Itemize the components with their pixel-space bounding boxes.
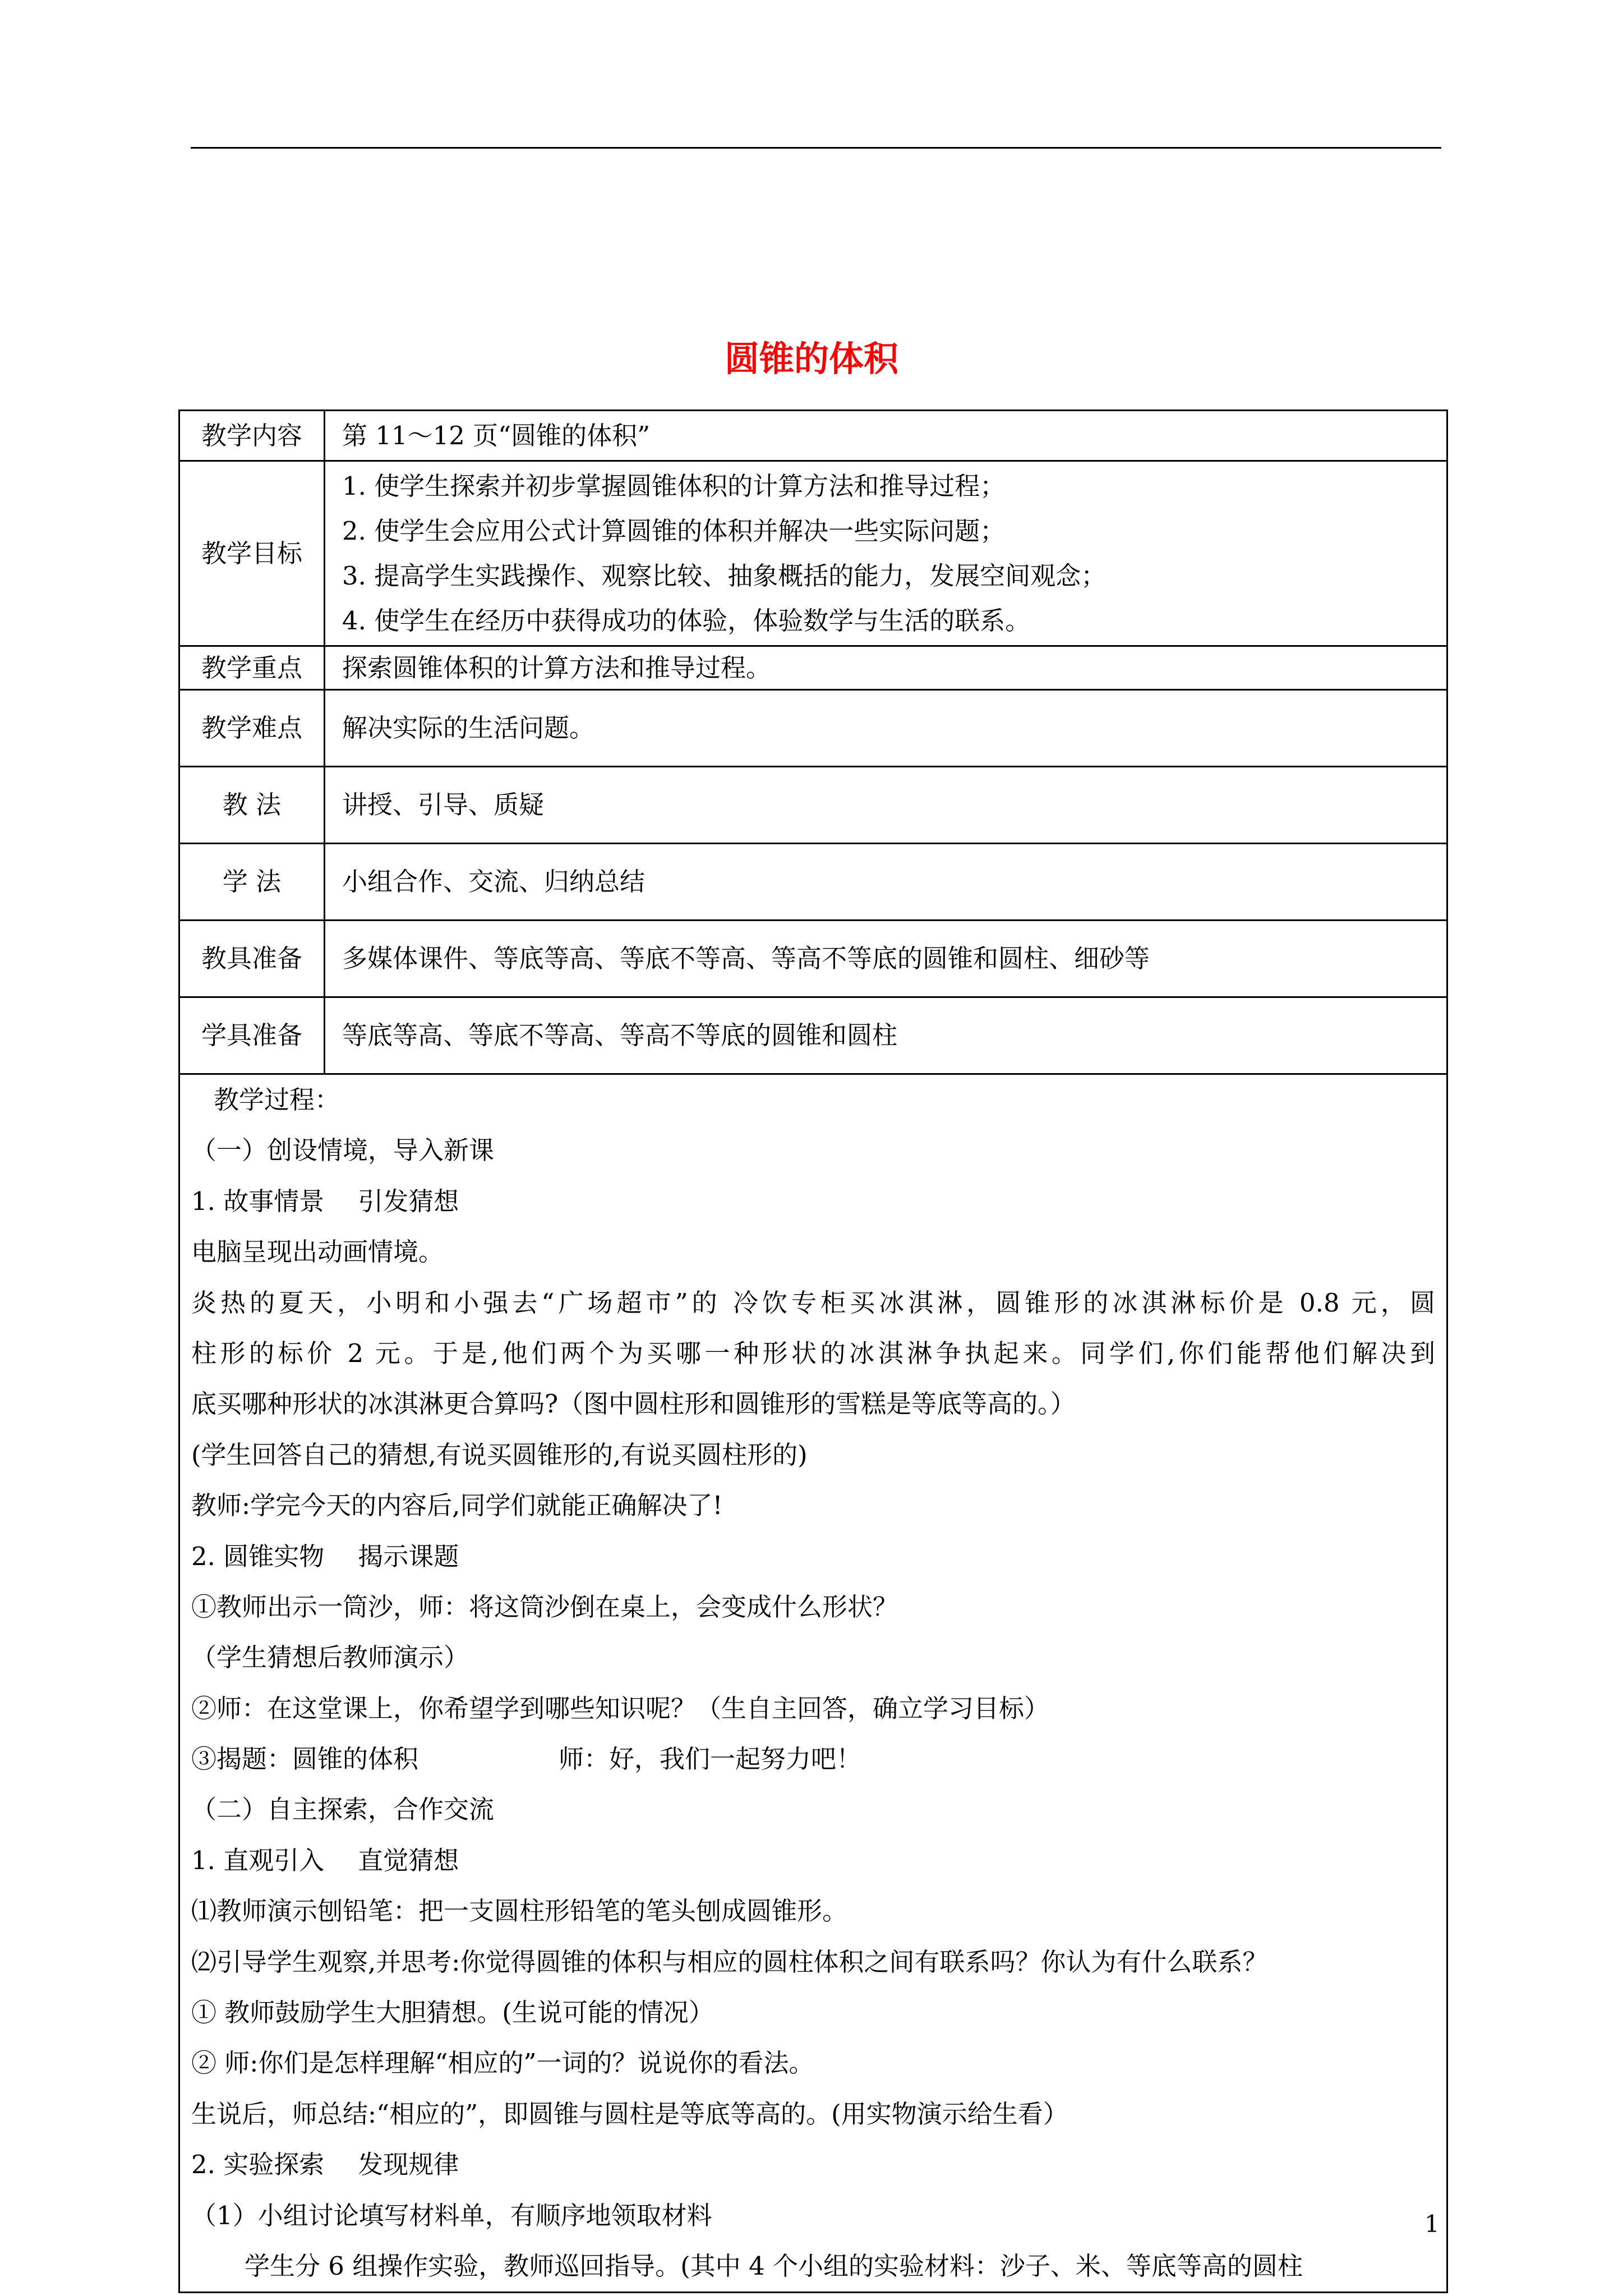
value-goals bbox=[325, 461, 1447, 646]
step-heading bbox=[191, 1835, 1435, 1886]
label-key: 教学重点 bbox=[179, 646, 325, 690]
step-subtitle: 发现规律 bbox=[358, 2150, 459, 2180]
row-process bbox=[179, 1074, 1447, 2293]
row-key bbox=[179, 646, 1447, 690]
reveal-topic: ③揭题：圆锥的体积 bbox=[191, 1744, 419, 1774]
value-key: 探索圆锥体积的计算方法和推导过程。 bbox=[325, 646, 1447, 690]
teaching-process bbox=[179, 1074, 1447, 2293]
header-rule bbox=[191, 147, 1441, 149]
value-study: 小组合作、交流、归纳总结 bbox=[325, 844, 1447, 921]
goal-item: 2. 使学生会应用公式计算圆锥的体积并解决一些实际问题； bbox=[342, 516, 1006, 546]
step-subtitle: 引发猜想 bbox=[358, 1186, 459, 1216]
row-teacher-tools bbox=[179, 921, 1447, 997]
paragraph: ② 师:你们是怎样理解“相应的”一词的？说说你的看法。 bbox=[191, 2048, 814, 2078]
paragraph: ②师：在这堂课上，你希望学到哪些知识呢？（生自主回答，确立学习目标） bbox=[191, 1693, 1050, 1723]
row-student-tools bbox=[179, 997, 1447, 1074]
page-title: 圆锥的体积 bbox=[724, 338, 898, 379]
goal-item: 4. 使学生在经历中获得成功的体验，体验数学与生活的联系。 bbox=[342, 605, 1031, 636]
paragraph: 生说后，师总结:“相应的”，即圆锥与圆柱是等底等高的。(用实物演示给生看） bbox=[191, 2099, 1068, 2129]
step-number-title: 1. 故事情景 bbox=[191, 1186, 325, 1216]
paragraph: ⑴教师演示刨铅笔：把一支圆柱形铅笔的笔头刨成圆锥形。 bbox=[191, 1896, 848, 1926]
paragraph: （1）小组讨论填写材料单，有顺序地领取材料 bbox=[191, 2200, 712, 2230]
row-difficulty bbox=[179, 690, 1447, 767]
step-number-title: 2. 圆锥实物 bbox=[191, 1541, 325, 1571]
label-method: 教 法 bbox=[179, 767, 325, 844]
paragraph: ① 教师鼓励学生大胆猜想。(生说可能的情况） bbox=[191, 1998, 714, 2028]
label-content: 教学内容 bbox=[179, 411, 325, 461]
value-difficulty: 解决实际的生活问题。 bbox=[325, 690, 1447, 767]
value-student-tools: 等底等高、等底不等高、等高不等底的圆锥和圆柱 bbox=[325, 997, 1447, 1074]
paragraph: （学生猜想后教师演示） bbox=[191, 1642, 469, 1673]
step-number-title: 1. 直观引入 bbox=[191, 1845, 325, 1875]
teacher-remark: 师：好，我们一起努力吧！ bbox=[559, 1744, 862, 1774]
label-goals: 教学目标 bbox=[179, 461, 325, 646]
value-method: 讲授、引导、质疑 bbox=[325, 767, 1447, 844]
lesson-plan-table bbox=[178, 409, 1448, 2293]
paragraph: 炎热的夏天，小明和小强去“广场超市”的 冷饮专柜买冰淇淋，圆锥形的冰淇淋标价是 0.8 元，圆 bbox=[191, 1287, 1435, 1318]
label-difficulty: 教学难点 bbox=[179, 690, 325, 767]
paragraph bbox=[191, 1734, 1435, 1784]
paragraph: 柱形的标价 2 元。于是,他们两个为买哪一种形状的冰淇淋争执起来。同学们,你们能帮他们解决到 bbox=[191, 1338, 1435, 1368]
row-method bbox=[179, 767, 1447, 844]
paragraph: 底买哪种形状的冰淇淋更合算吗?（图中圆柱形和圆锥形的雪糕是等底等高的。） bbox=[191, 1389, 1076, 1419]
row-content bbox=[179, 411, 1447, 461]
label-student-tools: 学具准备 bbox=[179, 997, 325, 1074]
label-study: 学 法 bbox=[179, 844, 325, 921]
row-goals bbox=[179, 461, 1447, 646]
goal-item: 3. 提高学生实践操作、观察比较、抽象概括的能力，发展空间观念； bbox=[342, 560, 1106, 591]
paragraph: 教师:学完今天的内容后,同学们就能正确解决了! bbox=[191, 1490, 723, 1521]
section-heading: （二）自主探索，合作交流 bbox=[191, 1795, 495, 1825]
label-teacher-tools: 教具准备 bbox=[179, 921, 325, 997]
process-heading: 教学过程： bbox=[214, 1085, 340, 1115]
goal-item: 1. 使学生探索并初步掌握圆锥体积的计算方法和推导过程； bbox=[342, 471, 1006, 501]
step-heading bbox=[191, 1176, 1435, 1227]
row-study bbox=[179, 844, 1447, 921]
value-content: 第 11～12 页“圆锥的体积” bbox=[325, 411, 1447, 461]
step-number-title: 2. 实验探索 bbox=[191, 2150, 325, 2180]
step-subtitle: 直觉猜想 bbox=[358, 1845, 459, 1875]
value-teacher-tools: 多媒体课件、等底等高、等底不等高、等高不等底的圆锥和圆柱、细砂等 bbox=[325, 921, 1447, 997]
step-subtitle: 揭示课题 bbox=[358, 1541, 459, 1571]
step-heading bbox=[191, 2139, 1435, 2190]
paragraph: ①教师出示一筒沙，师：将这筒沙倒在桌上，会变成什么形状？ bbox=[191, 1591, 898, 1622]
page-number: 1 bbox=[1424, 2210, 1440, 2238]
section-heading: （一）创设情境，导入新课 bbox=[191, 1135, 495, 1166]
paragraph: ⑵引导学生观察,并思考:你觉得圆锥的体积与相应的圆柱体积之间有联系吗？你认为有什么联系？ bbox=[191, 1947, 1268, 1977]
step-heading bbox=[191, 1531, 1435, 1582]
paragraph: (学生回答自己的猜想,有说买圆锥形的,有说买圆柱形的) bbox=[191, 1439, 808, 1470]
paragraph: 电脑呈现出动画情境。 bbox=[191, 1237, 444, 1267]
paragraph: 学生分 6 组操作实验，教师巡回指导。(其中 4 个小组的实验材料：沙子、米、等底等高的圆柱 bbox=[245, 2251, 1303, 2281]
